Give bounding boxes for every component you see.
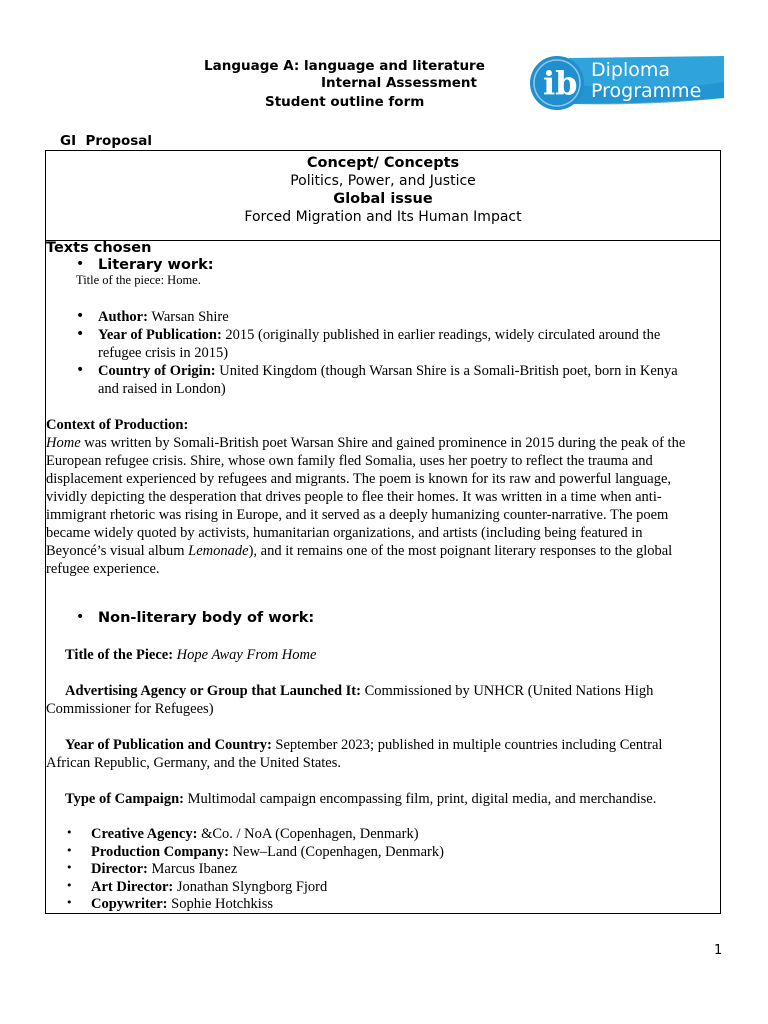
logo-text-diploma: Diploma bbox=[591, 59, 671, 81]
credit-item bbox=[91, 895, 273, 913]
context-line: European refugee crisis. Shire, whose own family fled Somalia, uses her poetry to reflect the trauma and bbox=[46, 453, 653, 469]
ib-logo-mark: ib bbox=[543, 64, 578, 102]
texts-chosen-box bbox=[45, 240, 721, 914]
nl-year-continued: African Republic, Germany, and the United States. bbox=[46, 755, 342, 771]
nl-type-label: Type of Campaign: bbox=[65, 791, 184, 807]
global-issue-heading: Global issue bbox=[333, 191, 433, 207]
context-heading: Context of Production: bbox=[46, 417, 189, 433]
credit-item bbox=[91, 878, 327, 896]
credit-value: New–Land (Copenhagen, Denmark) bbox=[232, 844, 444, 860]
bullet: • bbox=[76, 609, 85, 625]
credit-item bbox=[91, 860, 237, 878]
bullet: • bbox=[66, 826, 73, 839]
nl-title-line bbox=[65, 646, 316, 664]
nl-agency-continued: Commissioner for Refugees) bbox=[46, 701, 214, 717]
concept-value: Politics, Power, and Justice bbox=[290, 173, 476, 189]
nl-agency-label: Advertising Agency or Group that Launched It: bbox=[65, 683, 361, 699]
non-literary-label: Non-literary body of work: bbox=[98, 610, 315, 626]
context-line: immigrant rhetoric was rising in Europe, and it served as a deeply humanizing counter-narrative. The poem bbox=[46, 507, 669, 523]
nl-year-line bbox=[65, 736, 662, 754]
country-line bbox=[98, 362, 678, 380]
credit-label: Production Company: bbox=[91, 844, 229, 860]
author-line bbox=[98, 308, 229, 326]
bullet: • bbox=[76, 362, 85, 378]
logo-text-programme: Programme bbox=[591, 80, 702, 102]
concept-heading: Concept/ Concepts bbox=[306, 155, 460, 171]
country-value: United Kingdom (though Warsan Shire is a Somali-British poet, born in Kenya bbox=[219, 363, 678, 379]
year-value: 2015 (originally published in earlier readings, widely circulated around the bbox=[225, 327, 661, 343]
country-label: Country of Origin: bbox=[98, 363, 216, 379]
nl-agency-line bbox=[65, 682, 653, 700]
context-text: ), and it remains one of the most poignant literary responses to the global bbox=[248, 543, 673, 559]
literary-title-line: Title of the piece: Home. bbox=[76, 273, 201, 287]
context-line bbox=[46, 542, 718, 560]
nl-year-value: September 2023; published in multiple countries including Central bbox=[275, 737, 663, 753]
texts-chosen-heading: Texts chosen bbox=[46, 240, 152, 256]
context-line: displacement experienced by refugees and migrants. The poem is known for its raw and powerful language, bbox=[46, 471, 672, 487]
credit-item bbox=[91, 825, 419, 843]
concept-box bbox=[45, 150, 721, 241]
form-title-line-2: Internal Assessment bbox=[321, 75, 477, 91]
nl-title-value: Hope Away From Home bbox=[176, 647, 317, 663]
bullet: • bbox=[66, 861, 73, 874]
context-line: became widely quoted by activists, humanitarian organizations, and artists (including being featured in bbox=[46, 525, 643, 541]
year-value-continued: refugee crisis in 2015) bbox=[98, 345, 229, 361]
bullet: • bbox=[76, 256, 85, 272]
nl-agency-value: Commissioned by UNHCR (United Nations High bbox=[364, 683, 654, 699]
page-number: 1 bbox=[714, 943, 723, 958]
poem-title: Home bbox=[46, 435, 81, 451]
context-text: was written by Somali-British poet Warsan Shire and gained prominence in 2015 during the peak of the bbox=[80, 435, 686, 451]
credit-value: Marcus Ibanez bbox=[151, 861, 238, 877]
year-line bbox=[98, 326, 660, 344]
ib-diploma-logo-graphic bbox=[529, 54, 724, 112]
global-issue-value: Forced Migration and Its Human Impact bbox=[244, 209, 522, 225]
gi-proposal-label: GI Proposal bbox=[60, 133, 153, 149]
context-paragraph bbox=[46, 434, 718, 578]
bullet: • bbox=[76, 326, 85, 342]
bullet: • bbox=[66, 844, 73, 857]
literary-work-label: Literary work: bbox=[98, 257, 214, 273]
form-title-line-3: Student outline form bbox=[265, 94, 425, 110]
bullet: • bbox=[66, 896, 73, 909]
nl-title-label: Title of the Piece: bbox=[65, 647, 174, 663]
ib-diploma-logo bbox=[529, 54, 724, 112]
credit-value: &Co. / NoA (Copenhagen, Denmark) bbox=[201, 826, 419, 842]
nl-type-line bbox=[65, 790, 656, 808]
credit-label: Copywriter: bbox=[91, 896, 168, 912]
credit-label: Director: bbox=[91, 861, 148, 877]
credit-value: Sophie Hotchkiss bbox=[171, 896, 274, 912]
context-text: Beyoncé’s visual album bbox=[46, 543, 189, 559]
author-label: Author: bbox=[98, 309, 148, 325]
year-label: Year of Publication: bbox=[98, 327, 222, 343]
credit-label: Art Director: bbox=[91, 879, 174, 895]
author-value: Warsan Shire bbox=[151, 309, 229, 325]
album-title: Lemonade bbox=[188, 543, 249, 559]
credit-item bbox=[91, 843, 444, 861]
nl-year-label: Year of Publication and Country: bbox=[65, 737, 272, 753]
bullet: • bbox=[76, 308, 85, 324]
credit-value: Jonathan Slyngborg Fjord bbox=[176, 879, 328, 895]
credit-label: Creative Agency: bbox=[91, 826, 198, 842]
nl-type-value: Multimodal campaign encompassing film, print, digital media, and merchandise. bbox=[187, 791, 657, 807]
country-value-continued: and raised in London) bbox=[98, 381, 226, 397]
bullet: • bbox=[66, 879, 73, 892]
context-line: refugee experience. bbox=[46, 561, 160, 577]
context-line: vividly depicting the desperation that drives people to flee their homes. It was written in a time when anti- bbox=[46, 489, 662, 505]
form-title-line-1: Language A: language and literature bbox=[204, 58, 485, 74]
context-line bbox=[46, 434, 718, 452]
